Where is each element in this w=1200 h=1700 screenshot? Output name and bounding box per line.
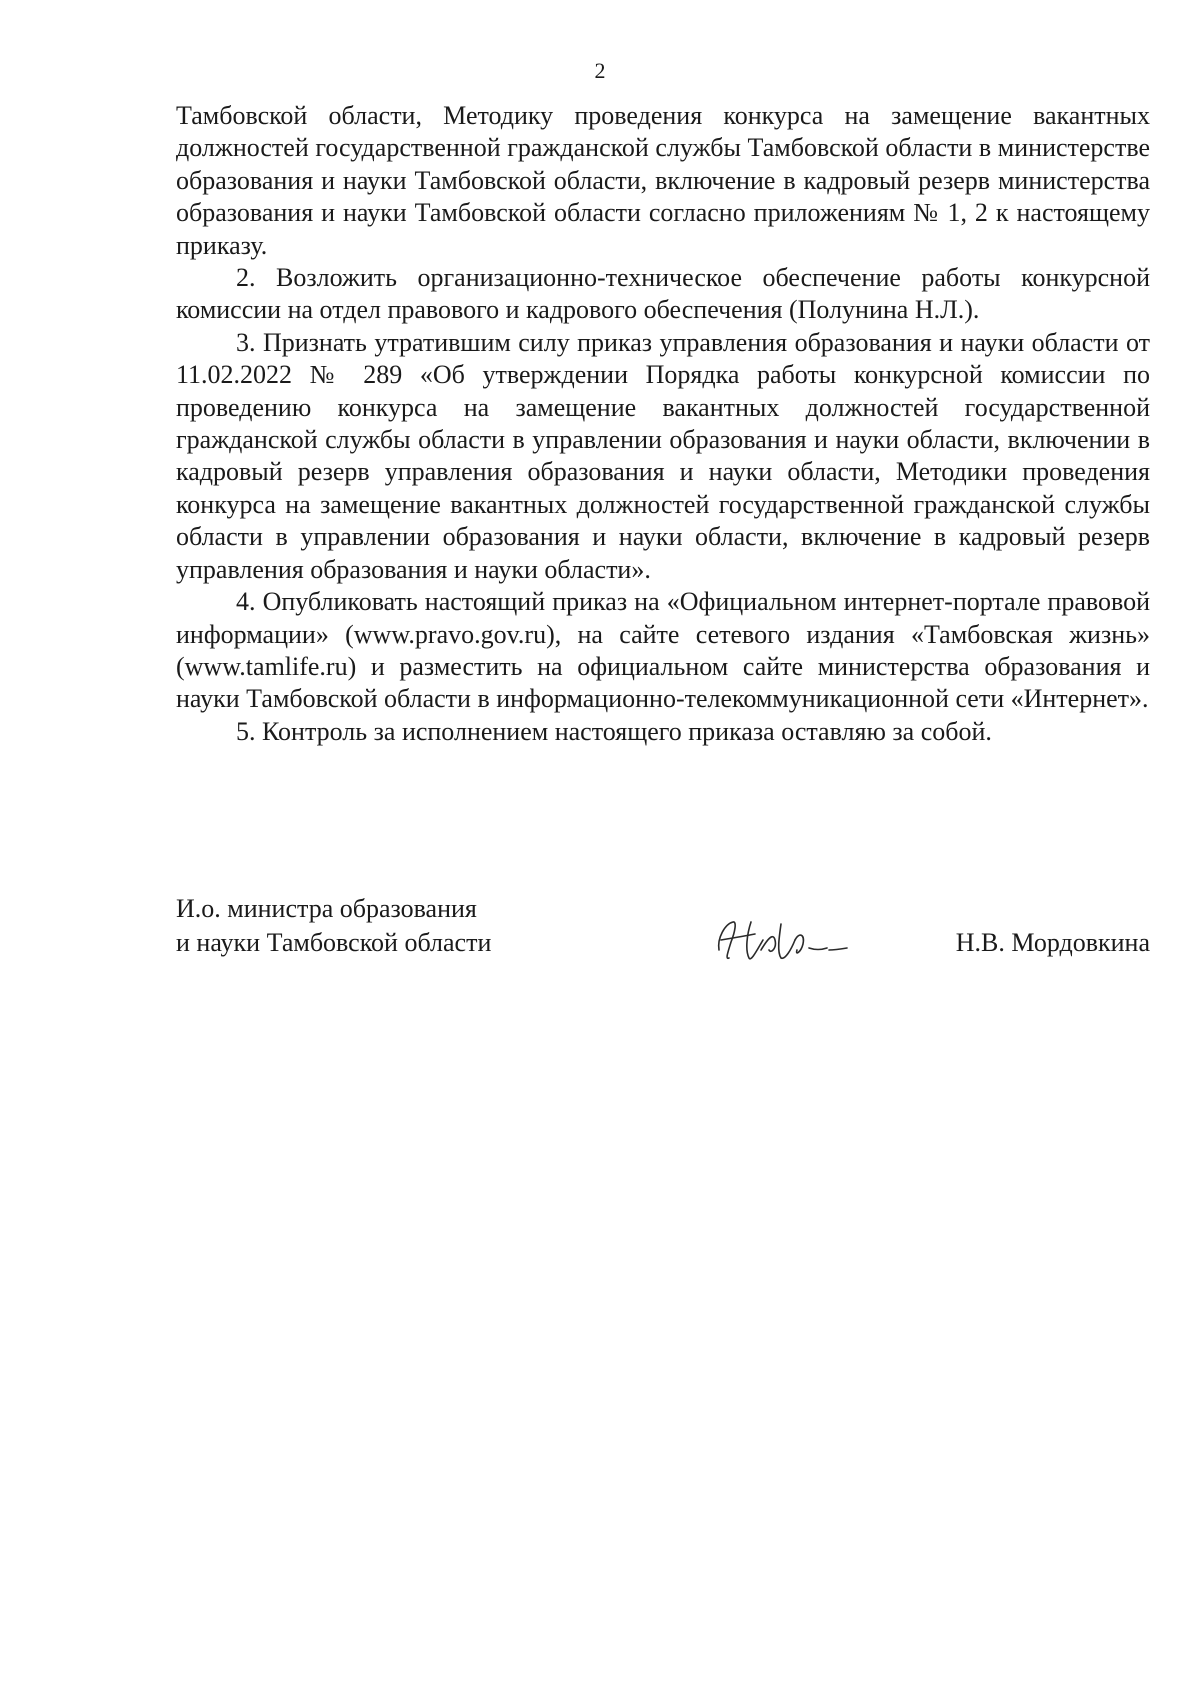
- signature-block: [176, 892, 1150, 972]
- paragraph-item-2: 2. Возложить организационно-техническое обеспечение работы конкурсной комиссии на отдел правового и кадрового обеспечения (Полунина Н.Л.).: [176, 263, 1150, 325]
- signatory-name: Н.В. Мордовкина: [955, 928, 1150, 957]
- signatory-title: [176, 892, 596, 960]
- paragraph-item-4: 4. Опубликовать настоящий приказ на «Официальном интернет-портале правовой информации» (www.pravo.gov.ru), на сайте сетевого издания «Тамбовская жизнь» (www.tamlife.ru) и разместить на официальном сайте министерства образования и науки Тамбовской области в информационно-телекоммуникационной сети «Интернет».: [176, 587, 1150, 714]
- handwritten-signature-icon: [711, 910, 861, 970]
- paragraph-item-3: 3. Признать утратившим силу приказ управления образования и науки области от 11.02.2022 № 289 «Об утверждении Порядка работы конкурсной комиссии по проведению конкурса на замещение вакантных должностей государственной гражданской службы области в управлении образования и науки области, включении в кадровый резерв управления образования и науки области, Методики проведения конкурса на замещение вакантных должностей государственной гражданской службы области в управлении образования и науки области, включение в кадровый резерв управления образования и науки области».: [176, 327, 1150, 584]
- signatory-title-line-1: И.о. министра образования: [176, 894, 477, 923]
- signatory-title-line-2: и науки Тамбовской области: [176, 928, 492, 957]
- paragraph-item-5: 5. Контроль за исполнением настоящего приказа оставляю за собой.: [236, 716, 992, 746]
- paragraph-continuation: Тамбовской области, Методику проведения конкурса на замещение вакантных должностей государственной гражданской службы Тамбовской области в министерстве образования и науки Тамбовской области, включение в кадровый резерв министерства образования и науки Тамбовской области согласно приложениям № 1, 2 к настоящему приказу.: [176, 101, 1150, 260]
- document-body: [176, 100, 1150, 748]
- page-number: 2: [594, 58, 606, 83]
